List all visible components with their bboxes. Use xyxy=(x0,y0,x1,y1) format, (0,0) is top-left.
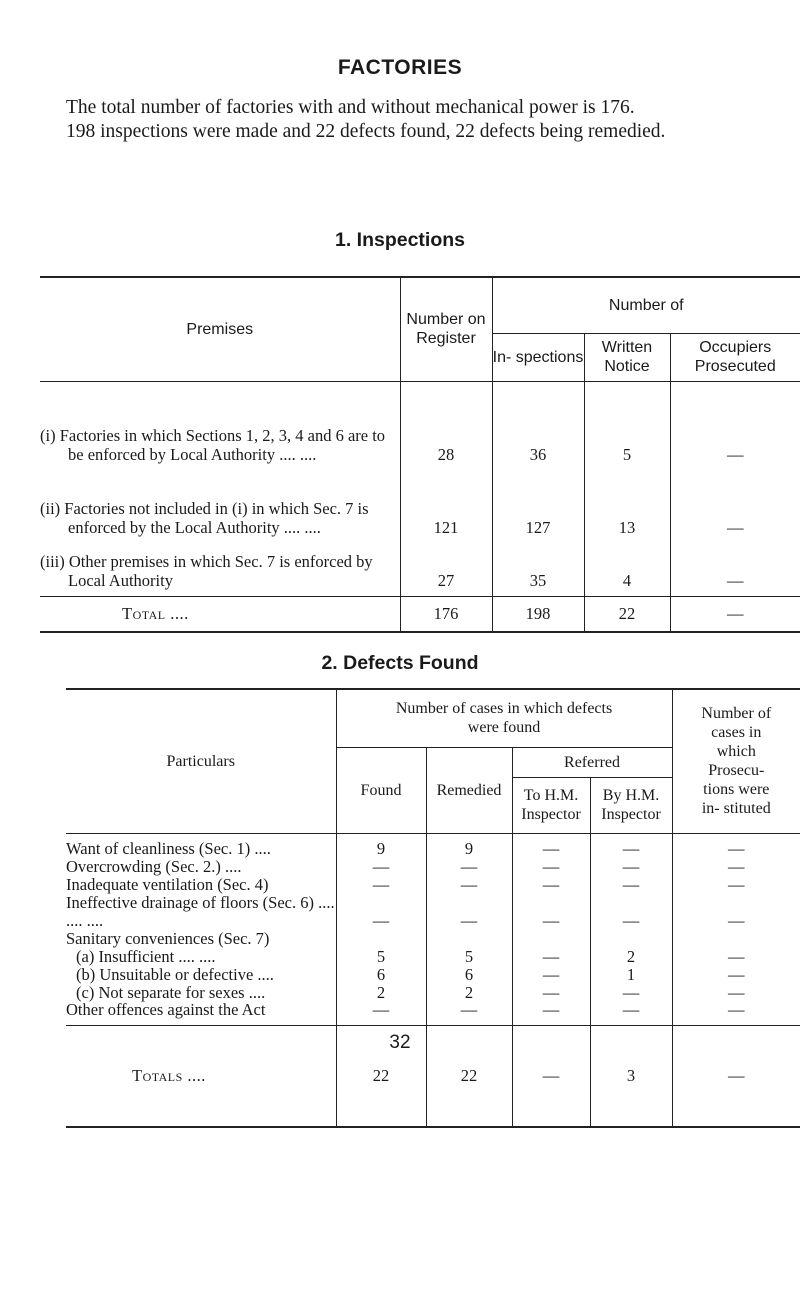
table-row xyxy=(66,983,800,1001)
total-prosecuted: — xyxy=(670,596,800,632)
particulars-cell: Inadequate ventilation (Sec. 4) xyxy=(66,874,269,894)
table-row xyxy=(40,537,800,596)
to-hm-cell: — xyxy=(512,965,590,983)
particulars-cell: Overcrowding (Sec. 2.) .... xyxy=(66,856,242,876)
intro-paragraph-factories: The total number of factories with and without mechanical power is 176. xyxy=(66,97,635,118)
table-row xyxy=(66,833,800,857)
header-to-hm-inspector: To H.M. Inspector xyxy=(512,777,590,833)
header-inspections: In- spections xyxy=(492,333,584,381)
totals-remedied: 22 xyxy=(426,1025,512,1127)
prosecutions-cell: — xyxy=(672,875,800,893)
register-cell: 27 xyxy=(400,537,492,596)
prosecuted-cell: — xyxy=(670,537,800,596)
table-row xyxy=(66,857,800,875)
remedied-cell: 2 xyxy=(426,983,512,1001)
prosecutions-cell: — xyxy=(672,1001,800,1025)
particulars-cell: (b) Unsuitable or defective .... xyxy=(76,964,274,984)
prosecutions-cell: — xyxy=(672,857,800,875)
inspections-cell: 35 xyxy=(492,537,584,596)
totals-by-hm: 3 xyxy=(590,1025,672,1127)
defects-heading: 2. Defects Found xyxy=(321,652,479,674)
remedied-cell: 5 xyxy=(426,947,512,965)
inspections-cell: 127 xyxy=(492,464,584,537)
page-number: 32 xyxy=(389,1032,411,1053)
particulars-cell: (a) Insufficient .... .... xyxy=(76,946,216,966)
register-cell: 121 xyxy=(400,464,492,537)
by-hm-cell: — xyxy=(590,893,672,929)
written-notice-cell: 13 xyxy=(584,464,670,537)
found-cell xyxy=(336,929,426,947)
remedied-cell xyxy=(426,929,512,947)
by-hm-cell: — xyxy=(590,857,672,875)
remedied-cell: — xyxy=(426,1001,512,1025)
table-row xyxy=(40,464,800,537)
header-number-of: Number of xyxy=(492,277,800,333)
header-number-of-cases: Number of cases in which defects were found xyxy=(336,689,672,747)
remedied-cell: — xyxy=(426,875,512,893)
to-hm-cell: — xyxy=(512,857,590,875)
found-cell: — xyxy=(336,1001,426,1025)
prosecutions-cell: — xyxy=(672,893,800,929)
found-cell: — xyxy=(336,875,426,893)
premises-cell: (i) Factories in which Sections 1, 2, 3, 4 and 6 are to be enforced by Local Authority .... .... xyxy=(40,426,386,464)
remedied-cell: 9 xyxy=(426,833,512,857)
by-hm-cell: — xyxy=(590,983,672,1001)
total-written-notice: 22 xyxy=(584,596,670,632)
page-title: FACTORIES xyxy=(337,56,463,79)
intro-paragraph-inspections: 198 inspections were made and 22 defects found, 22 defects being remedied. xyxy=(66,121,666,142)
register-cell: 28 xyxy=(400,381,492,464)
header-written-notice: Written Notice xyxy=(584,333,670,381)
to-hm-cell: — xyxy=(512,1001,590,1025)
header-remedied: Remedied xyxy=(426,747,512,833)
written-notice-cell: 4 xyxy=(584,537,670,596)
totals-prosecutions: — xyxy=(672,1025,800,1127)
found-cell: 9 xyxy=(336,833,426,857)
total-inspections: 198 xyxy=(492,596,584,632)
inspections-cell: 36 xyxy=(492,381,584,464)
to-hm-cell: — xyxy=(512,893,590,929)
table-row xyxy=(66,1001,800,1025)
prosecutions-cell: — xyxy=(672,947,800,965)
table-row xyxy=(66,893,800,929)
total-register: 176 xyxy=(400,596,492,632)
table-row xyxy=(66,929,800,947)
to-hm-cell: — xyxy=(512,983,590,1001)
premises-cell: (iii) Other premises in which Sec. 7 is enforced by Local Authority xyxy=(40,551,373,590)
found-cell: 5 xyxy=(336,947,426,965)
by-hm-cell: — xyxy=(590,1001,672,1025)
particulars-cell: Ineffective drainage of floors (Sec. 6) .... .... .... xyxy=(66,893,335,930)
found-cell: — xyxy=(336,893,426,929)
to-hm-cell xyxy=(512,929,590,947)
remedied-cell: — xyxy=(426,893,512,929)
to-hm-cell: — xyxy=(512,875,590,893)
by-hm-cell: — xyxy=(590,833,672,857)
inspections-table xyxy=(40,276,800,633)
totals-label: Totals .... xyxy=(66,1025,336,1127)
by-hm-cell: 2 xyxy=(590,947,672,965)
header-prosecutions: Number of cases in which Prosecu- tions were in- stituted xyxy=(672,689,800,833)
header-particulars: Particulars xyxy=(66,689,336,833)
header-number-on-register: Number on Register xyxy=(400,277,492,381)
table-row xyxy=(66,947,800,965)
table-row xyxy=(66,875,800,893)
prosecuted-cell: — xyxy=(670,464,800,537)
to-hm-cell: — xyxy=(512,833,590,857)
premises-cell: (ii) Factories not included in (i) in which Sec. 7 is enforced by the Local Authority .... .... xyxy=(40,499,369,537)
found-cell: — xyxy=(336,857,426,875)
to-hm-cell: — xyxy=(512,947,590,965)
header-by-hm-inspector: By H.M. Inspector xyxy=(590,777,672,833)
particulars-cell: (c) Not separate for sexes .... xyxy=(76,982,266,1002)
defects-table xyxy=(66,688,800,1128)
particulars-cell: Sanitary conveniences (Sec. 7) xyxy=(66,928,270,948)
totals-found: 22 xyxy=(336,1025,426,1127)
prosecutions-cell: — xyxy=(672,983,800,1001)
prosecutions-cell xyxy=(672,929,800,947)
particulars-cell: Want of cleanliness (Sec. 1) .... xyxy=(66,838,271,858)
found-cell: 2 xyxy=(336,983,426,1001)
by-hm-cell: 1 xyxy=(590,965,672,983)
inspections-heading: 1. Inspections xyxy=(334,229,466,251)
by-hm-cell xyxy=(590,929,672,947)
prosecuted-cell: — xyxy=(670,381,800,464)
total-row xyxy=(40,596,800,632)
found-cell: 6 xyxy=(336,965,426,983)
written-notice-cell: 5 xyxy=(584,381,670,464)
header-occupiers-prosecuted: Occupiers Prosecuted xyxy=(670,333,800,381)
particulars-cell: Other offences against the Act xyxy=(66,1000,266,1019)
header-premises: Premises xyxy=(40,277,400,381)
total-label: Total .... xyxy=(40,596,400,632)
prosecutions-cell: — xyxy=(672,965,800,983)
header-referred: Referred xyxy=(512,747,672,777)
table-row xyxy=(66,965,800,983)
prosecutions-cell: — xyxy=(672,833,800,857)
by-hm-cell: — xyxy=(590,875,672,893)
totals-to-hm: — xyxy=(512,1025,590,1127)
table-row xyxy=(40,381,800,464)
header-found: Found xyxy=(336,747,426,833)
remedied-cell: 6 xyxy=(426,965,512,983)
remedied-cell: — xyxy=(426,857,512,875)
